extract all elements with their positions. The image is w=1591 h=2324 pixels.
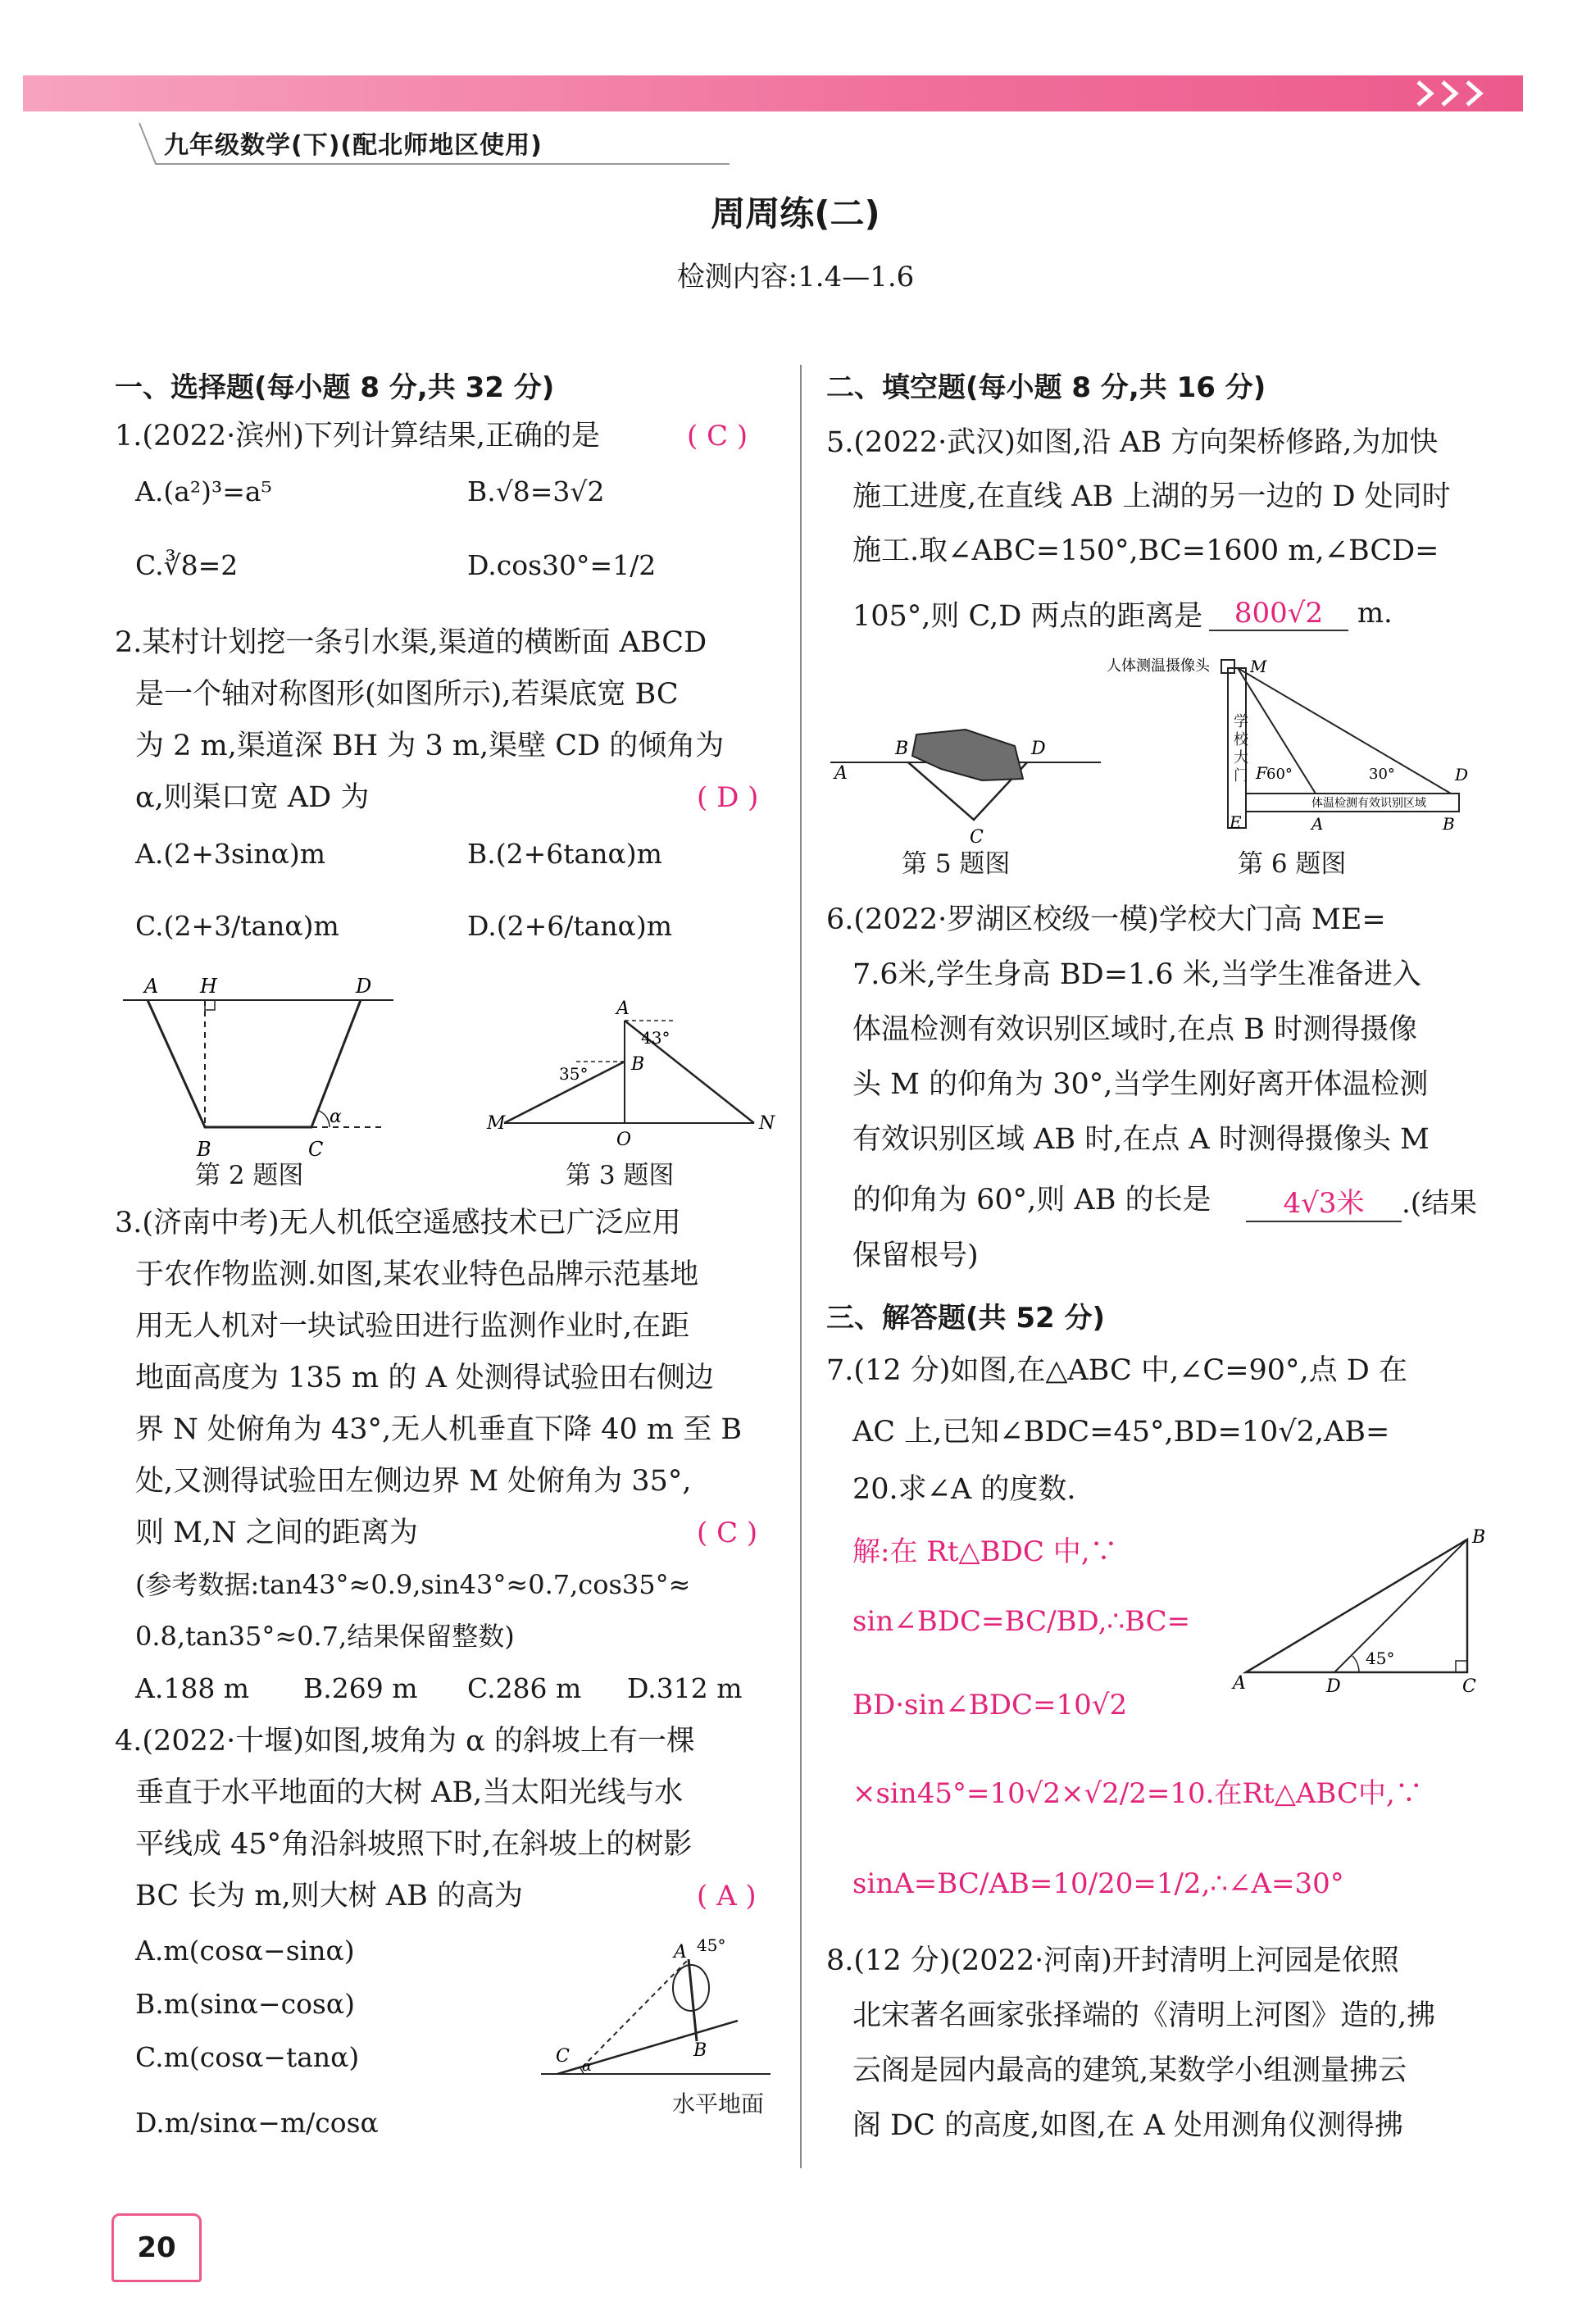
q6-figure-zone-label: 体温检测有效识别区域 <box>1311 797 1426 810</box>
q1-option-b: B.√8=3√2 <box>467 475 605 507</box>
arrow-chevrons-icon <box>1410 79 1533 108</box>
q6-figure-gate-label: 学校大门 <box>1234 713 1248 785</box>
q3-option-d: D.312 m <box>627 1672 743 1704</box>
page-title: 周周练(二) <box>711 193 880 234</box>
svg-text:C: C <box>970 827 984 848</box>
q6-figure-caption: 第 6 题图 <box>1238 849 1347 879</box>
svg-text:45°: 45° <box>1366 1649 1395 1668</box>
q5-stem-4: 105°,则 C,D 两点的距离是 <box>852 600 1203 633</box>
q5-unit: m. <box>1357 597 1393 630</box>
svg-text:B: B <box>895 739 909 759</box>
q3-stem-7: 则 M,N 之间的距离为 <box>135 1517 418 1549</box>
q8-stem-3: 云阁是园内最高的建筑,某数学小组测量拂云 <box>852 2054 1407 2087</box>
q7-solution-5: sinA=BC/AB=10/20=1/2,∴∠A=30° <box>852 1867 1344 1900</box>
q3-stem-4: 地面高度为 135 m 的 A 处测得试验田右侧边 <box>135 1362 714 1394</box>
figure-q4-tree-slope <box>533 1926 779 2090</box>
svg-text:F: F <box>1256 763 1267 783</box>
q5-stem-1: 5.(2022·武汉)如图,沿 AB 方向架桥修路,为加快 <box>826 426 1439 459</box>
svg-text:C: C <box>1462 1676 1476 1697</box>
q4-stem-3: 平线成 45°角沿斜坡照下时,在斜坡上的树影 <box>135 1828 693 1861</box>
svg-text:D: D <box>1031 739 1046 759</box>
svg-text:H: H <box>200 975 217 998</box>
q2-option-d: D.(2+6/tanα)m <box>467 910 673 942</box>
svg-text:43°: 43° <box>641 1028 670 1048</box>
figure-q6-gate <box>1107 656 1500 844</box>
book-title: 九年级数学(下)(配北师地区使用) <box>164 131 543 160</box>
svg-text:A: A <box>144 975 159 998</box>
svg-text:30°: 30° <box>1369 766 1395 783</box>
svg-text:B: B <box>197 1138 211 1161</box>
q3-option-a: A.188 m <box>135 1672 250 1704</box>
q6-answer-tail: .(结果 <box>1402 1187 1478 1220</box>
q3-stem-2: 于农作物监测.如图,某农业特色品牌示范基地 <box>135 1258 699 1291</box>
q6-figure-top-label: 人体测温摄像头 <box>1107 657 1210 675</box>
q7-solution-2: sin∠BDC=BC/BD,∴BC= <box>852 1605 1191 1638</box>
svg-text:E: E <box>1230 812 1242 832</box>
q3-option-c: C.286 m <box>467 1672 582 1704</box>
svg-text:A: A <box>834 763 848 784</box>
q4-stem-2: 垂直于水平地面的大树 AB,当太阳光线与水 <box>135 1776 684 1809</box>
svg-text:α: α <box>582 2058 593 2075</box>
q2-stem-1: 2.某村计划挖一条引水渠,渠道的横断面 ABCD <box>115 626 707 659</box>
q8-stem-1: 8.(12 分)(2022·河南)开封清明上河园是依照 <box>826 1944 1399 1977</box>
svg-text:A: A <box>674 1942 687 1962</box>
q2-stem-2: 是一个轴对称图形(如图所示),若渠底宽 BC <box>135 678 679 711</box>
q8-stem-4: 阁 DC 的高度,如图,在 A 处用测角仪测得拂 <box>852 2109 1403 2142</box>
q1-answer: ( C ) <box>687 420 748 453</box>
header-band <box>23 75 1523 111</box>
svg-text:C: C <box>556 2046 570 2067</box>
page-subtitle: 检测内容:1.4—1.6 <box>676 261 915 293</box>
svg-text:A: A <box>1311 814 1324 834</box>
q6-stem-2: 7.6米,学生身高 BD=1.6 米,当学生准备进入 <box>852 958 1421 991</box>
svg-text:B: B <box>1472 1527 1486 1548</box>
q3-answer: ( C ) <box>697 1517 758 1549</box>
svg-text:N: N <box>759 1113 775 1134</box>
q4-stem-4: BC 长为 m,则大树 AB 的高为 <box>135 1880 523 1912</box>
q1-stem: 1.(2022·滨州)下列计算结果,正确的是 <box>115 420 601 453</box>
figure-q7-triangle <box>1230 1525 1500 1705</box>
figure-q3-drone <box>484 996 779 1150</box>
q6-answer: 4√3米 <box>1246 1180 1402 1222</box>
q5-answer: 800√2 <box>1209 597 1348 631</box>
q3-stem-6: 处,又测得试验田左侧边界 M 处俯角为 35°, <box>135 1465 692 1498</box>
q3-option-b: B.269 m <box>303 1672 418 1704</box>
figure-q2-trapezoid <box>115 971 402 1161</box>
q6-stem-4: 头 M 的仰角为 30°,当学生刚好离开体温检测 <box>852 1068 1429 1101</box>
q4-figure-label: 水平地面 <box>672 2090 765 2117</box>
svg-text:B: B <box>1443 814 1455 834</box>
q5-stem-2: 施工进度,在直线 AB 上湖的另一边的 D 处同时 <box>852 480 1451 513</box>
q6-stem-3: 体温检测有效识别区域时,在点 B 时测得摄像 <box>852 1013 1418 1046</box>
q4-option-a: A.m(cosα−sinα) <box>135 1935 355 1967</box>
svg-text:C: C <box>308 1138 324 1161</box>
q2-figure-caption: 第 2 题图 <box>195 1161 304 1190</box>
svg-text:α: α <box>330 1107 342 1127</box>
section3-heading: 三、解答题(共 52 分) <box>826 1302 1106 1335</box>
q1-option-c: C.∛8=2 <box>135 549 239 581</box>
q2-option-a: A.(2+3sinα)m <box>135 838 326 870</box>
svg-text:D: D <box>1455 765 1469 785</box>
q2-option-c: C.(2+3/tanα)m <box>135 910 339 942</box>
q4-answer: ( A ) <box>697 1880 757 1912</box>
q8-stem-2: 北宋著名画家张择端的《清明上河图》造的,拂 <box>852 1999 1436 2032</box>
q2-stem-4: α,则渠口宽 AD 为 <box>135 781 370 814</box>
column-divider <box>800 365 802 2168</box>
q3-stem-3: 用无人机对一块试验田进行监测作业时,在距 <box>135 1310 690 1343</box>
q3-stem-5: 界 N 处俯角为 43°,无人机垂直下降 40 m 至 B <box>135 1413 743 1446</box>
svg-text:A: A <box>616 998 630 1019</box>
q2-stem-3: 为 2 m,渠道深 BH 为 3 m,渠壁 CD 的倾角为 <box>135 730 725 762</box>
header-frame <box>123 115 746 172</box>
svg-text:B: B <box>693 2040 707 2061</box>
q6-stem-7: 保留根号) <box>852 1239 979 1272</box>
q7-solution-4: ×sin45°=10√2×√2/2=10.在Rt△ABC中,∵ <box>852 1777 1423 1810</box>
q7-stem-2: AC 上,已知∠BDC=45°,BD=10√2,AB= <box>852 1416 1390 1449</box>
q7-solution-1: 解:在 Rt△BDC 中,∵ <box>852 1535 1118 1568</box>
q3-stem-9: 0.8,tan35°≈0.7,结果保留整数) <box>135 1621 515 1652</box>
q4-option-d: D.m/sinα−m/cosα <box>135 2107 379 2139</box>
q6-stem-1: 6.(2022·罗湖区校级一模)学校大门高 ME= <box>826 903 1386 936</box>
q7-stem-1: 7.(12 分)如图,在△ABC 中,∠C=90°,点 D 在 <box>826 1354 1407 1387</box>
q3-figure-caption: 第 3 题图 <box>566 1161 675 1190</box>
svg-text:60°: 60° <box>1266 766 1293 783</box>
q1-option-d: D.cos30°=1/2 <box>467 549 657 581</box>
q2-answer: ( D ) <box>697 781 759 814</box>
q1-option-a: A.(a²)³=a⁵ <box>135 475 272 507</box>
section1-heading: 一、选择题(每小题 8 分,共 32 分) <box>115 371 555 404</box>
svg-text:D: D <box>356 975 372 998</box>
q7-stem-3: 20.求∠A 的度数. <box>852 1473 1076 1506</box>
svg-text:45°: 45° <box>697 1935 726 1955</box>
svg-text:D: D <box>1326 1676 1341 1697</box>
svg-text:O: O <box>616 1130 632 1150</box>
q5-figure-caption: 第 5 题图 <box>902 849 1011 879</box>
svg-text:A: A <box>1233 1673 1246 1694</box>
q4-stem-1: 4.(2022·十堰)如图,坡角为 α 的斜坡上有一棵 <box>115 1725 695 1758</box>
svg-text:B: B <box>631 1054 645 1075</box>
figure-q5-lake <box>826 705 1121 853</box>
q3-stem-8: (参考数据:tan43°≈0.9,sin43°≈0.7,cos35°≈ <box>135 1569 691 1600</box>
q4-option-c: C.m(cosα−tanα) <box>135 2041 360 2073</box>
svg-text:35°: 35° <box>559 1064 589 1084</box>
q2-option-b: B.(2+6tanα)m <box>467 838 662 870</box>
svg-text:M: M <box>487 1113 506 1134</box>
q6-stem-5: 有效识别区域 AB 时,在点 A 时测得摄像头 M <box>852 1123 1430 1156</box>
svg-text:M: M <box>1250 657 1267 676</box>
page-number: 20 <box>111 2213 202 2282</box>
q6-stem-6: 的仰角为 60°,则 AB 的长是 <box>852 1184 1211 1217</box>
section2-heading: 二、填空题(每小题 8 分,共 16 分) <box>826 371 1266 404</box>
q4-option-b: B.m(sinα−cosα) <box>135 1988 356 2020</box>
q5-stem-3: 施工.取∠ABC=150°,BC=1600 m,∠BCD= <box>852 534 1439 567</box>
q7-solution-3: BD·sin∠BDC=10√2 <box>852 1689 1128 1721</box>
q3-stem-1: 3.(济南中考)无人机低空遥感技术已广泛应用 <box>115 1207 681 1239</box>
